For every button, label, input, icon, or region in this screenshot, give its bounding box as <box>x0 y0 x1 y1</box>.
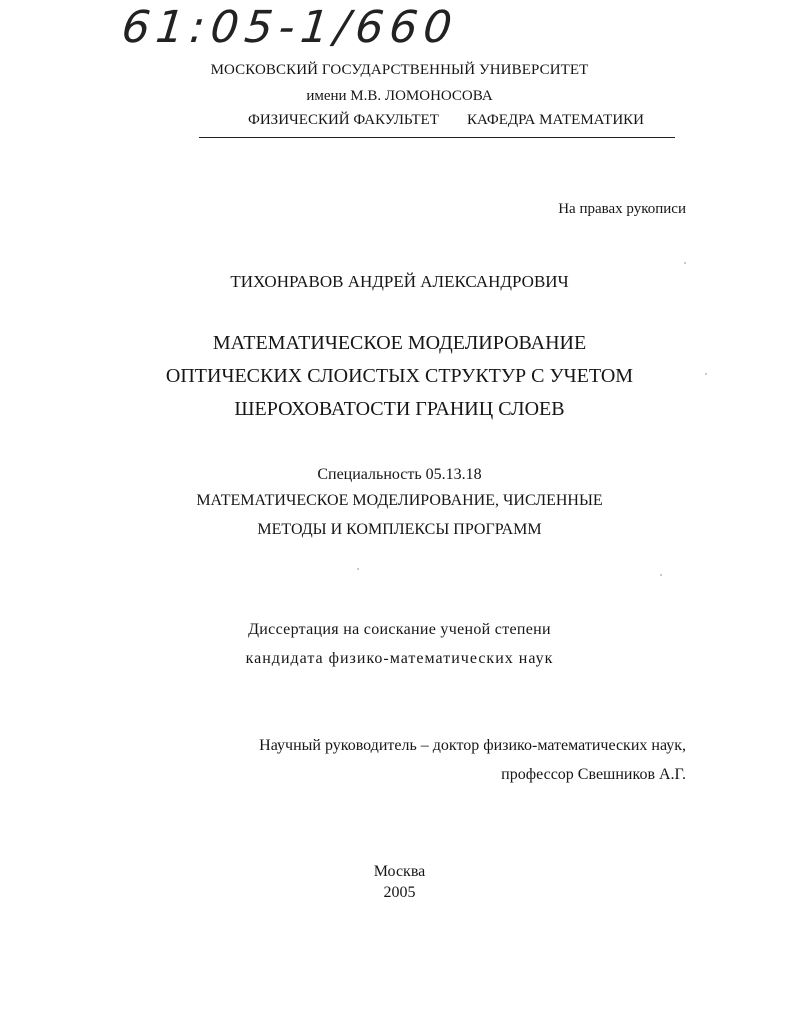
degree-statement-line: Диссертация на соискание ученой степени <box>248 621 551 638</box>
degree-statement-line: кандидата физико-математических наук <box>245 650 554 667</box>
scan-speck <box>705 373 707 375</box>
specialty-name-line: МАТЕМАТИЧЕСКОЕ МОДЕЛИРОВАНИЕ, ЧИСЛЕННЫЕ <box>196 492 603 509</box>
rights-note: На правах рукописи <box>558 201 686 217</box>
dissertation-title-line: ШЕРОХОВАТОСТИ ГРАНИЦ СЛОЕВ <box>234 398 565 420</box>
scan-speck <box>660 574 662 576</box>
scan-speck <box>684 262 686 264</box>
header-divider <box>199 137 675 138</box>
year: 2005 <box>383 884 416 901</box>
university-named-after: имени М.В. ЛОМОНОСОВА <box>306 88 493 104</box>
city: Москва <box>373 863 426 880</box>
specialty-number: Специальность 05.13.18 <box>317 466 482 483</box>
advisor-line: профессор Свешников А.Г. <box>501 766 686 783</box>
dissertation-title-line: МАТЕМАТИЧЕСКОЕ МОДЕЛИРОВАНИЕ <box>212 332 587 354</box>
dissertation-title-line: ОПТИЧЕСКИХ СЛОИСТЫХ СТРУКТУР С УЧЕТОМ <box>165 365 634 387</box>
department-name: КАФЕДРА МАТЕМАТИКИ <box>467 112 645 128</box>
advisor-line: Научный руководитель – доктор физико-математических наук, <box>259 737 686 754</box>
handwritten-archive-code: 61:05-1/660 <box>119 2 461 53</box>
faculty-name: ФИЗИЧЕСКИЙ ФАКУЛЬТЕТ <box>248 112 439 128</box>
university-name: МОСКОВСКИЙ ГОСУДАРСТВЕННЫЙ УНИВЕРСИТЕТ <box>210 62 589 78</box>
author-name: ТИХОНРАВОВ АНДРЕЙ АЛЕКСАНДРОВИЧ <box>230 272 569 291</box>
specialty-name-line: МЕТОДЫ И КОМПЛЕКСЫ ПРОГРАММ <box>257 521 542 538</box>
scan-speck <box>357 568 359 570</box>
